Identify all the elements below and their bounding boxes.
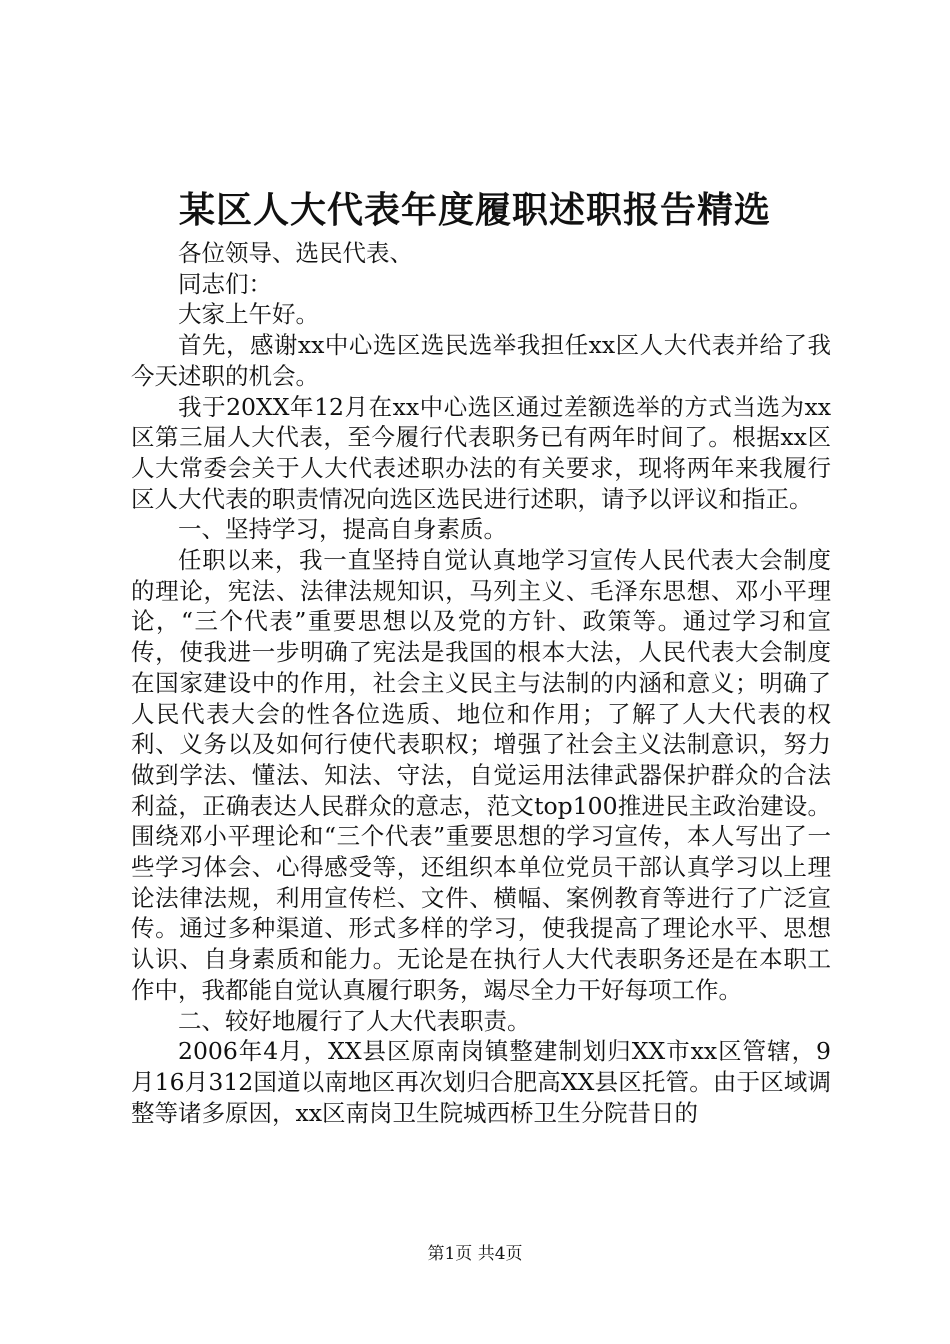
document-title: 某区人大代表年度履职述职报告精选 — [178, 189, 771, 231]
document-body — [131, 238, 831, 1128]
paragraph-salutation-2: 同志们： — [178, 269, 272, 298]
section-heading-1: 一、坚持学习，提高自身素质。 — [178, 515, 507, 544]
section-heading-2: 二、较好地履行了人大代表职责。 — [178, 1006, 531, 1035]
paragraph-salutation-1: 各位领导、选民代表、 — [178, 239, 413, 267]
paragraph-study: 任职以来，我一直坚持自觉认真地学习宣传人民代表大会制度的理论，宪法、法律法规知识，马列主义、毛泽东思想、邓小平理论，“三个代表”重要思想以及党的方针、政策等。通过学习和宣传，使我进一步明确了宪法是我国的根本大法，人民代表大会制度在国家建设中的作用，社会主义民主与法制的内涵和意义；明确了人民代表大会的性各位选质、地位和作用；了解了人大代表的权利、义务以及如何行使代表职权；增强了社会主义法制意识，努力做到学法、懂法、知法、守法，自觉运用法律武器保护群众的合法利益，正确表达人民群众的意志，范文top100推进民主政治建设。围绕邓小平理论和“三个代表”重要思想的学习宣传，本人写出了一些学习体会、心得感受等，还组织本单位党员干部认真学习以上理论法律法规，利用宣传栏、文件、横幅、案例教育等进行了广泛宣传。通过多种渠道、形式多样的学习，使我提高了理论水平、思想认识、自身素质和能力。无论是在执行人大代表职务还是在本职工作中，我都能自觉认真履行职务，竭尽全力干好每项工作。 — [131, 546, 831, 1004]
paragraph-greeting: 大家上午好。 — [178, 300, 319, 329]
page-footer: 第1页 共4页 — [427, 1244, 523, 1264]
paragraph-duties: 2006年4月，XX县区原南岗镇整建制划归XX市xx区管辖，9月16月312国道以南地区再次划归合肥高XX县区托管。由于区域调整等诸多原因，xx区南岗卫生院城西桥卫生分院昔日的 — [131, 1037, 831, 1127]
paragraph-thanks: 首先，感谢xx中心选区选民选举我担任xx区人大代表并给了我今天述职的机会。 — [131, 331, 831, 390]
paragraph-introduction: 我于20XX年12月在xx中心选区通过差额选举的方式当选为xx区第三届人大代表，至今履行代表职务已有两年时间了。根据xx区人大常委会关于人大代表述职办法的有关要求，现将两年来我履行区人大代表的职责情况向选区选民进行述职，请予以评议和指正。 — [131, 392, 831, 513]
